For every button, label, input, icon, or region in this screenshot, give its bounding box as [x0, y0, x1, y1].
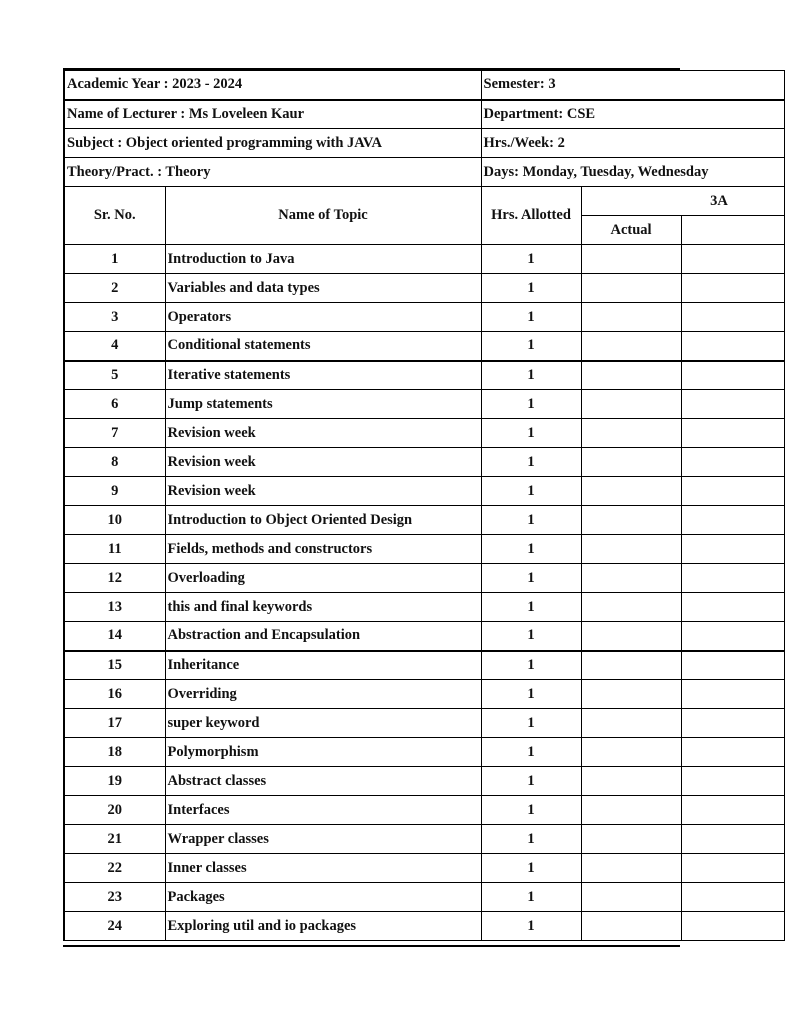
topic-cell: Abstraction and Encapsulation: [165, 622, 481, 651]
column-header-row-1: [64, 187, 784, 216]
table-row: [64, 738, 784, 767]
hrs-allotted-cell: 1: [481, 767, 581, 796]
table-row: [64, 767, 784, 796]
table-row: [64, 883, 784, 912]
sr-no-cell: 4: [64, 332, 165, 361]
planned-cell: [681, 593, 784, 622]
hrs-allotted-cell: 1: [481, 622, 581, 651]
topic-cell: Conditional statements: [165, 332, 481, 361]
table-row: [64, 651, 784, 680]
hrs-allotted-cell: 1: [481, 912, 581, 941]
actual-cell: [581, 274, 681, 303]
group-header: 3A: [581, 187, 784, 216]
actual-cell: [581, 448, 681, 477]
hrs-allotted-cell: 1: [481, 680, 581, 709]
topic-cell: Overriding: [165, 680, 481, 709]
hrs-allotted-cell: 1: [481, 796, 581, 825]
planned-cell: [681, 332, 784, 361]
sr-no-cell: 1: [64, 245, 165, 274]
hrs-allotted-cell: 1: [481, 854, 581, 883]
table-row: [64, 622, 784, 651]
semester-cell: Semester: 3: [481, 71, 784, 100]
actual-cell: [581, 506, 681, 535]
planned-cell: [681, 419, 784, 448]
theory-pract-cell: Theory/Pract. : Theory: [64, 158, 481, 187]
table-row: [64, 419, 784, 448]
topic-cell: Packages: [165, 883, 481, 912]
planned-cell: [681, 361, 784, 390]
sr-no-cell: 15: [64, 651, 165, 680]
topic-cell: Polymorphism: [165, 738, 481, 767]
planned-cell: [681, 390, 784, 419]
actual-cell: [581, 680, 681, 709]
actual-cell: [581, 767, 681, 796]
topic-cell: super keyword: [165, 709, 481, 738]
hrs-allotted-cell: 1: [481, 535, 581, 564]
planned-cell: [681, 854, 784, 883]
actual-header: Actual: [581, 216, 681, 245]
sr-no-cell: 13: [64, 593, 165, 622]
sr-no-header: Sr. No.: [64, 187, 165, 245]
table-row: [64, 535, 784, 564]
actual-cell: [581, 796, 681, 825]
actual-cell: [581, 477, 681, 506]
header-row-2: [64, 100, 784, 129]
table-row: [64, 709, 784, 738]
planned-cell: [681, 535, 784, 564]
hrs-allotted-cell: 1: [481, 390, 581, 419]
lecturer-cell: Name of Lecturer : Ms Loveleen Kaur: [64, 100, 481, 129]
sr-no-cell: 19: [64, 767, 165, 796]
table-row: [64, 506, 784, 535]
topic-cell: Revision week: [165, 477, 481, 506]
table-row: [64, 680, 784, 709]
actual-cell: [581, 651, 681, 680]
sr-no-cell: 10: [64, 506, 165, 535]
hrs-allotted-cell: 1: [481, 564, 581, 593]
hrs-allotted-cell: 1: [481, 448, 581, 477]
actual-cell: [581, 593, 681, 622]
hrs-allotted-header: Hrs. Allotted: [481, 187, 581, 245]
sr-no-cell: 12: [64, 564, 165, 593]
table-row: [64, 332, 784, 361]
topic-cell: Jump statements: [165, 390, 481, 419]
actual-cell: [581, 825, 681, 854]
topic-cell: Exploring util and io packages: [165, 912, 481, 941]
planned-cell: [681, 825, 784, 854]
topic-cell: Abstract classes: [165, 767, 481, 796]
sr-no-cell: 8: [64, 448, 165, 477]
table-row: [64, 593, 784, 622]
sr-no-cell: 2: [64, 274, 165, 303]
table-row: [64, 796, 784, 825]
lesson-plan-table: [63, 70, 785, 941]
header-row-4: [64, 158, 784, 187]
topic-cell: Fields, methods and constructors: [165, 535, 481, 564]
topic-cell: Introduction to Java: [165, 245, 481, 274]
topic-cell: Inner classes: [165, 854, 481, 883]
header-row-3: [64, 129, 784, 158]
actual-cell: [581, 709, 681, 738]
topic-cell: Interfaces: [165, 796, 481, 825]
planned-cell: [681, 245, 784, 274]
sr-no-cell: 3: [64, 303, 165, 332]
table-row: [64, 274, 784, 303]
hrs-allotted-cell: 1: [481, 738, 581, 767]
table-row: [64, 390, 784, 419]
actual-cell: [581, 912, 681, 941]
academic-year-cell: Academic Year : 2023 - 2024: [64, 71, 481, 100]
table-row: [64, 854, 784, 883]
planned-cell: [681, 651, 784, 680]
planned-cell: [681, 477, 784, 506]
planned-cell: [681, 680, 784, 709]
header-row-1: [64, 71, 784, 100]
topic-cell: Revision week: [165, 448, 481, 477]
sr-no-cell: 5: [64, 361, 165, 390]
hrs-allotted-cell: 1: [481, 651, 581, 680]
topic-cell: Introduction to Object Oriented Design: [165, 506, 481, 535]
planned-cell: [681, 767, 784, 796]
actual-cell: [581, 622, 681, 651]
table-row: [64, 912, 784, 941]
table-row: [64, 361, 784, 390]
hrs-allotted-cell: 1: [481, 825, 581, 854]
actual-cell: [581, 564, 681, 593]
sr-no-cell: 7: [64, 419, 165, 448]
table-row: [64, 448, 784, 477]
planned-cell: [681, 564, 784, 593]
actual-cell: [581, 361, 681, 390]
hrs-allotted-cell: 1: [481, 419, 581, 448]
planned-cell: [681, 738, 784, 767]
hrs-allotted-cell: 1: [481, 709, 581, 738]
table-row: [64, 477, 784, 506]
sr-no-cell: 24: [64, 912, 165, 941]
actual-cell: [581, 738, 681, 767]
topic-cell: this and final keywords: [165, 593, 481, 622]
planned-cell: [681, 448, 784, 477]
topic-cell: Revision week: [165, 419, 481, 448]
topic-cell: Variables and data types: [165, 274, 481, 303]
subject-cell: Subject : Object oriented programming with JAVA: [64, 129, 481, 158]
table-row: [64, 825, 784, 854]
planned-cell: [681, 274, 784, 303]
sr-no-cell: 21: [64, 825, 165, 854]
hrs-allotted-cell: 1: [481, 883, 581, 912]
planned-header: [681, 216, 784, 245]
table-row: [64, 245, 784, 274]
sr-no-cell: 22: [64, 854, 165, 883]
actual-cell: [581, 332, 681, 361]
topic-cell: Overloading: [165, 564, 481, 593]
sr-no-cell: 14: [64, 622, 165, 651]
hrs-allotted-cell: 1: [481, 506, 581, 535]
sr-no-cell: 6: [64, 390, 165, 419]
topic-cell: Inheritance: [165, 651, 481, 680]
topic-cell: Operators: [165, 303, 481, 332]
sr-no-cell: 18: [64, 738, 165, 767]
hrs-allotted-cell: 1: [481, 274, 581, 303]
hrs-allotted-cell: 1: [481, 245, 581, 274]
actual-cell: [581, 419, 681, 448]
actual-cell: [581, 883, 681, 912]
topic-cell: Iterative statements: [165, 361, 481, 390]
planned-cell: [681, 796, 784, 825]
hrs-allotted-cell: 1: [481, 477, 581, 506]
sr-no-cell: 20: [64, 796, 165, 825]
sr-no-cell: 23: [64, 883, 165, 912]
days-cell: Days: Monday, Tuesday, Wednesday: [481, 158, 784, 187]
table-row: [64, 303, 784, 332]
hrs-allotted-cell: 1: [481, 361, 581, 390]
department-cell: Department: CSE: [481, 100, 784, 129]
hrs-allotted-cell: 1: [481, 593, 581, 622]
planned-cell: [681, 709, 784, 738]
planned-cell: [681, 912, 784, 941]
hrs-allotted-cell: 1: [481, 332, 581, 361]
planned-cell: [681, 303, 784, 332]
planned-cell: [681, 622, 784, 651]
sr-no-cell: 11: [64, 535, 165, 564]
actual-cell: [581, 390, 681, 419]
sr-no-cell: 17: [64, 709, 165, 738]
actual-cell: [581, 535, 681, 564]
actual-cell: [581, 303, 681, 332]
actual-cell: [581, 854, 681, 883]
topic-cell: Wrapper classes: [165, 825, 481, 854]
hrs-week-cell: Hrs./Week: 2: [481, 129, 784, 158]
planned-cell: [681, 883, 784, 912]
sheet-viewport: [63, 68, 728, 947]
sr-no-cell: 16: [64, 680, 165, 709]
hrs-allotted-cell: 1: [481, 303, 581, 332]
actual-cell: [581, 245, 681, 274]
planned-cell: [681, 506, 784, 535]
table-row: [64, 564, 784, 593]
topic-header: Name of Topic: [165, 187, 481, 245]
sr-no-cell: 9: [64, 477, 165, 506]
